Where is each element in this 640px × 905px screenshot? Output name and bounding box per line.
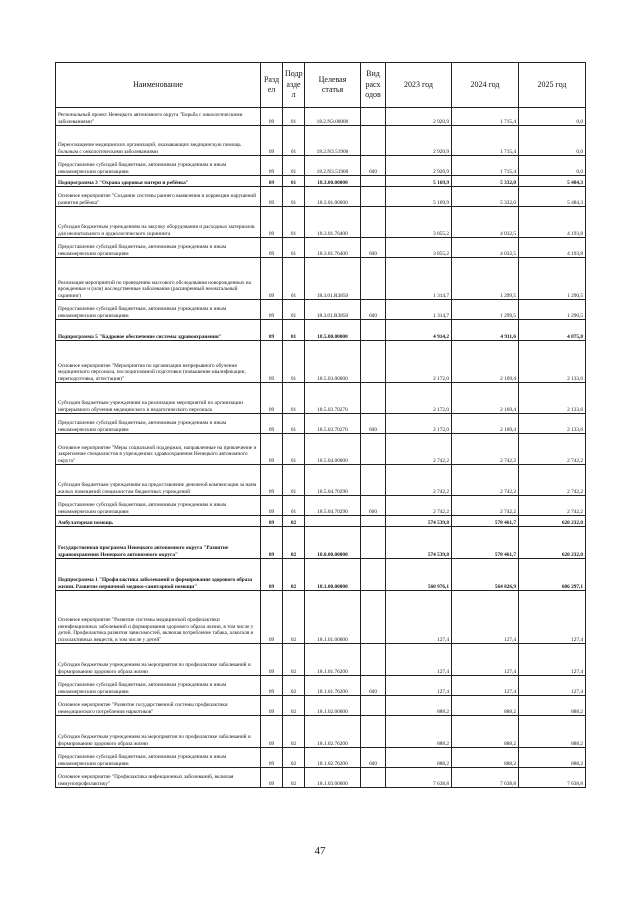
cell-podrazdel: 01: [283, 341, 305, 383]
cell-statya: 18.3.00.00000: [305, 176, 361, 187]
cell-2024: 2 742,2: [452, 465, 519, 496]
cell-statya: 18.1.03.00000: [305, 768, 361, 788]
cell-2025: 888,2: [519, 696, 586, 716]
cell-2025: 620 232,0: [519, 527, 586, 559]
cell-podrazdel: 02: [283, 768, 305, 788]
cell-razdel: 09: [261, 644, 283, 676]
cell-vid: [361, 126, 386, 156]
cell-statya: 18.3.01.00000: [305, 187, 361, 207]
table-header-row: [56, 63, 586, 108]
cell-statya: 18.2.N3.00000: [305, 108, 361, 126]
cell-name: Основное мероприятие "Профилактика инфекционных заболеваний, включая иммунопрофилактику": [56, 768, 261, 788]
cell-2024: 578 461,7: [452, 516, 519, 527]
cell-podrazdel: 01: [283, 300, 305, 320]
header-line: статья: [321, 85, 344, 94]
cell-razdel: 09: [261, 559, 283, 591]
cell-podrazdel: 01: [283, 207, 305, 238]
cell-2024: 2 742,2: [452, 496, 519, 516]
cell-2024: 127,4: [452, 644, 519, 676]
cell-2023: 888,2: [386, 748, 452, 768]
cell-vid: 600: [361, 748, 386, 768]
cell-2025: 127,4: [519, 591, 586, 644]
cell-statya: 18.5.04.00000: [305, 434, 361, 465]
header-2023: [386, 63, 452, 108]
cell-2023: 2 172,0: [386, 341, 452, 383]
cell-2025: 4 193,8: [519, 207, 586, 238]
cell-vid: [361, 716, 386, 748]
cell-razdel: 09: [261, 126, 283, 156]
cell-2025: 620 232,0: [519, 516, 586, 527]
cell-2025: 0,0: [519, 156, 586, 176]
cell-2023: 1 314,7: [386, 300, 452, 320]
cell-2023: 574 539,8: [386, 527, 452, 559]
cell-razdel: 09: [261, 156, 283, 176]
cell-name: Амбулаторная помощь: [56, 516, 261, 527]
cell-2024: 4 911,6: [452, 320, 519, 341]
table-row: [56, 238, 586, 258]
table-body: [56, 108, 586, 788]
cell-2023: 2 920,9: [386, 126, 452, 156]
cell-vid: 600: [361, 156, 386, 176]
cell-statya: 18.5.03.70270: [305, 414, 361, 434]
cell-2023: 5 169,9: [386, 187, 452, 207]
cell-podrazdel: 01: [283, 414, 305, 434]
cell-name: Субсидии бюджетным учреждениям на реализацию мероприятий по организации непрерывного обучения медицинского и педагогического персонала: [56, 383, 261, 414]
header-line: Разд: [263, 74, 280, 84]
cell-2025: 1 290,5: [519, 258, 586, 300]
cell-razdel: 09: [261, 258, 283, 300]
cell-razdel: 09: [261, 748, 283, 768]
header-line: Подр: [285, 69, 303, 79]
header-line: одов: [365, 90, 381, 100]
cell-name: Основное мероприятие "Меры социальной поддержки, направленные на привлечение и закрепление специалистов в учреждениях здравоохранения Ненецкого автономного округа": [56, 434, 261, 465]
cell-name: Подпрограмма 3 "Охрана здоровья матери и ребёнка": [56, 176, 261, 187]
cell-statya: 18.5.00.00000: [305, 320, 361, 341]
cell-name: Основное мероприятие "Развитие государственной системы профилактики немедицинского потребления наркотиков": [56, 696, 261, 716]
cell-2023: 888,2: [386, 696, 452, 716]
cell-name: Основное мероприятие "Мероприятия по организации непрерывного обучения медицинского персонала, последипломной подготовки (повышение квалификации, переподготовка, аттестация)": [56, 341, 261, 383]
header-line: азде: [286, 79, 301, 89]
cell-2023: 2 742,2: [386, 496, 452, 516]
cell-razdel: 09: [261, 516, 283, 527]
cell-podrazdel: 01: [283, 156, 305, 176]
cell-vid: 600: [361, 300, 386, 320]
table-row: [56, 187, 586, 207]
table-row: [56, 496, 586, 516]
cell-2025: 1 290,5: [519, 300, 586, 320]
cell-2024: 2 742,2: [452, 434, 519, 465]
cell-2024: 1 715,4: [452, 108, 519, 126]
cell-2023: 888,2: [386, 716, 452, 748]
cell-statya: 18.3.01.R3850: [305, 258, 361, 300]
cell-vid: [361, 591, 386, 644]
cell-podrazdel: 02: [283, 696, 305, 716]
cell-2024: 127,4: [452, 676, 519, 696]
header-line: л: [291, 90, 296, 100]
cell-2025: 5 484,3: [519, 187, 586, 207]
header-line: Наименование: [133, 79, 183, 89]
cell-statya: 18.2.N3.51900: [305, 126, 361, 156]
cell-podrazdel: 01: [283, 434, 305, 465]
table-row: [56, 341, 586, 383]
cell-name: Субсидия бюджетным учреждениям на мероприятия по профилактике заболеваний и формированию здорового образа жизни: [56, 716, 261, 748]
cell-2023: 127,4: [386, 676, 452, 696]
cell-vid: [361, 108, 386, 126]
table-row: [56, 258, 586, 300]
budget-table: [55, 62, 586, 788]
cell-2025: 606 297,1: [519, 559, 586, 591]
cell-2023: 2 920,9: [386, 108, 452, 126]
cell-razdel: 09: [261, 207, 283, 238]
table-row: [56, 527, 586, 559]
cell-vid: [361, 258, 386, 300]
cell-razdel: 09: [261, 320, 283, 341]
cell-razdel: 09: [261, 414, 283, 434]
table-row: [56, 465, 586, 496]
cell-podrazdel: 02: [283, 559, 305, 591]
cell-2025: 2 742,2: [519, 465, 586, 496]
cell-name: Основное мероприятие "Развитие системы медицинской профилактики неинфекционных заболеваний и формирования здорового образа жизни, в том числе у детей. Профилактика развития зависимостей, включая потребление табака, алкоголя и психоактивных веществ, в том числе у детей": [56, 591, 261, 644]
cell-podrazdel: 01: [283, 320, 305, 341]
cell-podrazdel: 01: [283, 187, 305, 207]
cell-podrazdel: 01: [283, 383, 305, 414]
cell-name: Государственная программа Ненецкого автономного округа "Развитие здравоохранения Ненецкого автономного округа": [56, 527, 261, 559]
cell-2025: 127,4: [519, 644, 586, 676]
cell-vid: [361, 465, 386, 496]
table-row: [56, 414, 586, 434]
table-row: [56, 676, 586, 696]
cell-name: Субсидия бюджетным учреждениям на мероприятия по профилактике заболеваний и формированию здорового образа жизни: [56, 644, 261, 676]
cell-name: Предоставление субсидий бюджетным, автономным учреждениям и иным некоммерческим организациям: [56, 238, 261, 258]
cell-vid: 600: [361, 676, 386, 696]
cell-2023: 2 172,0: [386, 414, 452, 434]
cell-statya: [305, 516, 361, 527]
cell-2024: 2 169,4: [452, 414, 519, 434]
table-row: [56, 434, 586, 465]
cell-2024: 127,4: [452, 591, 519, 644]
header-razdel: [261, 63, 283, 108]
cell-statya: 18.5.03.70270: [305, 383, 361, 414]
cell-name: Предоставление субсидий бюджетным, автономным учреждениям и иным некоммерческим организациям: [56, 156, 261, 176]
table-row: [56, 768, 586, 788]
cell-name: Предоставление субсидий бюджетным, автономным учреждениям и иным некоммерческим организациям: [56, 676, 261, 696]
cell-name: Переоснащение медицинских организаций, оказывающих медицинскую помощь больным с онкологическими заболеваниями: [56, 126, 261, 156]
cell-vid: [361, 696, 386, 716]
cell-2023: 3 855,2: [386, 207, 452, 238]
cell-2025: 127,4: [519, 676, 586, 696]
cell-razdel: 09: [261, 716, 283, 748]
cell-name: Субсидии бюджетным учреждениям на предоставление денежной компенсации за наем жилых помещений специалистам бюджетных учреждений: [56, 465, 261, 496]
header-line: 2024 год: [470, 79, 500, 89]
cell-2024: 4 032,5: [452, 238, 519, 258]
cell-2024: 888,2: [452, 748, 519, 768]
cell-statya: 18.1.01.76200: [305, 676, 361, 696]
header-line: расх: [365, 79, 381, 89]
cell-statya: 18.1.02.00000: [305, 696, 361, 716]
table-row: [56, 516, 586, 527]
cell-vid: [361, 383, 386, 414]
table-row: [56, 716, 586, 748]
cell-vid: [361, 207, 386, 238]
cell-2024: 2 169,4: [452, 341, 519, 383]
cell-name: Предоставление субсидий бюджетным, автономным учреждениям и иным некоммерческим организациям: [56, 748, 261, 768]
cell-2023: 574 539,8: [386, 516, 452, 527]
cell-statya: 18.1.02.76200: [305, 748, 361, 768]
cell-vid: [361, 341, 386, 383]
cell-2023: 5 169,9: [386, 176, 452, 187]
cell-2024: 1 715,4: [452, 156, 519, 176]
cell-podrazdel: 02: [283, 527, 305, 559]
cell-podrazdel: 02: [283, 748, 305, 768]
cell-podrazdel: 02: [283, 676, 305, 696]
cell-2023: 7 638,8: [386, 768, 452, 788]
table-row: [56, 156, 586, 176]
header-line: 2025 год: [537, 79, 567, 89]
cell-razdel: 09: [261, 591, 283, 644]
cell-name: Предоставление субсидий бюджетным, автономным учреждениям и иным некоммерческим организациям: [56, 300, 261, 320]
cell-2024: 5 332,0: [452, 187, 519, 207]
table-row: [56, 176, 586, 187]
cell-2024: 1 299,5: [452, 300, 519, 320]
table-row: [56, 559, 586, 591]
cell-2023: 560 976,1: [386, 559, 452, 591]
cell-vid: [361, 187, 386, 207]
cell-vid: [361, 644, 386, 676]
table-row: [56, 748, 586, 768]
cell-name: Региональный проект Ненецкого автономного округа "Борьба с онкологическими заболеваниями": [56, 108, 261, 126]
cell-vid: [361, 559, 386, 591]
cell-2023: 127,4: [386, 591, 452, 644]
cell-2023: 2 742,2: [386, 465, 452, 496]
cell-name: Основное мероприятие "Создание системы раннего выявления и коррекции нарушений развития ребёнка": [56, 187, 261, 207]
cell-razdel: 09: [261, 300, 283, 320]
cell-statya: 18.5.03.00000: [305, 341, 361, 383]
cell-name: Реализация мероприятий по проведению массового обследования новорожденных на врожденные и (или) наследственные заболевания (расширенный неонатальный скрининг): [56, 258, 261, 300]
cell-2023: 4 914,2: [386, 320, 452, 341]
cell-name: Подпрограмма 5 "Кадровое обеспечение системы здравоохранения": [56, 320, 261, 341]
cell-2025: 7 638,8: [519, 768, 586, 788]
header-line: 2023 год: [404, 79, 433, 89]
cell-2025: 888,2: [519, 748, 586, 768]
cell-razdel: 09: [261, 176, 283, 187]
header-line: Вид: [366, 69, 380, 79]
cell-vid: 600: [361, 414, 386, 434]
cell-2025: 2 742,2: [519, 496, 586, 516]
cell-razdel: 09: [261, 696, 283, 716]
cell-2024: 1 299,5: [452, 258, 519, 300]
cell-podrazdel: 02: [283, 716, 305, 748]
budget-table-container: [55, 62, 585, 788]
cell-vid: [361, 320, 386, 341]
cell-statya: 18.5.04.70290: [305, 496, 361, 516]
header-line: Целевая: [318, 74, 347, 84]
cell-podrazdel: 01: [283, 176, 305, 187]
cell-2023: 127,4: [386, 644, 452, 676]
cell-vid: [361, 516, 386, 527]
cell-podrazdel: 01: [283, 258, 305, 300]
header-statya: [305, 63, 361, 108]
cell-2025: 5 484,3: [519, 176, 586, 187]
cell-razdel: 09: [261, 383, 283, 414]
cell-statya: 18.3.01.R3850: [305, 300, 361, 320]
cell-statya: 18.1.01.00000: [305, 591, 361, 644]
cell-statya: 18.3.01.76400: [305, 238, 361, 258]
cell-2025: 4 875,8: [519, 320, 586, 341]
cell-statya: 18.0.00.00000: [305, 527, 361, 559]
table-row: [56, 696, 586, 716]
cell-2025: 2 133,6: [519, 341, 586, 383]
table-row: [56, 383, 586, 414]
cell-2024: 1 715,4: [452, 126, 519, 156]
cell-2024: 564 826,9: [452, 559, 519, 591]
cell-2024: 7 638,8: [452, 768, 519, 788]
cell-name: Предоставление субсидий бюджетным, автономным учреждениям и иным некоммерческим организациям: [56, 496, 261, 516]
cell-2025: 0,0: [519, 126, 586, 156]
cell-podrazdel: 01: [283, 238, 305, 258]
header-vid: [361, 63, 386, 108]
cell-vid: [361, 434, 386, 465]
cell-2024: 888,2: [452, 716, 519, 748]
table-row: [56, 126, 586, 156]
cell-razdel: 09: [261, 768, 283, 788]
cell-razdel: 09: [261, 108, 283, 126]
cell-statya: 18.1.01.76200: [305, 644, 361, 676]
cell-2024: 4 032,5: [452, 207, 519, 238]
cell-2024: 2 169,4: [452, 383, 519, 414]
cell-2023: 2 920,9: [386, 156, 452, 176]
cell-statya: 18.1.00.00000: [305, 559, 361, 591]
cell-razdel: 09: [261, 341, 283, 383]
cell-statya: 18.3.01.76400: [305, 207, 361, 238]
cell-podrazdel: 02: [283, 516, 305, 527]
cell-vid: 600: [361, 496, 386, 516]
cell-2024: 578 461,7: [452, 527, 519, 559]
cell-2023: 2 172,0: [386, 383, 452, 414]
cell-podrazdel: 01: [283, 126, 305, 156]
cell-2024: 5 332,0: [452, 176, 519, 187]
cell-podrazdel: 01: [283, 465, 305, 496]
cell-2025: 4 193,8: [519, 238, 586, 258]
cell-2025: 2 133,6: [519, 414, 586, 434]
cell-razdel: 09: [261, 238, 283, 258]
cell-statya: 18.5.04.70290: [305, 465, 361, 496]
cell-vid: [361, 527, 386, 559]
cell-razdel: 09: [261, 434, 283, 465]
table-row: [56, 644, 586, 676]
cell-vid: [361, 768, 386, 788]
table-row: [56, 207, 586, 238]
table-row: [56, 108, 586, 126]
page-number: 47: [314, 845, 326, 857]
cell-name: Субсидия бюджетным учреждениям на закупку оборудования и расходных материалов для неонатального и аудиологического скрининга: [56, 207, 261, 238]
cell-vid: 600: [361, 238, 386, 258]
cell-razdel: 09: [261, 187, 283, 207]
cell-2025: 2 742,2: [519, 434, 586, 465]
cell-name: Предоставление субсидий бюджетным, автономным учреждениям и иным некоммерческим организациям: [56, 414, 261, 434]
cell-statya: 18.1.02.76200: [305, 716, 361, 748]
header-podrazdel: [283, 63, 305, 108]
cell-2024: 888,2: [452, 696, 519, 716]
cell-2023: 1 314,7: [386, 258, 452, 300]
cell-name: Подпрограмма 1 "Профилактика заболеваний и формирование здорового образа жизни. Развитие первичной медико-санитарной помощи": [56, 559, 261, 591]
cell-statya: 18.2.N3.51900: [305, 156, 361, 176]
cell-podrazdel: 01: [283, 496, 305, 516]
cell-razdel: 09: [261, 496, 283, 516]
header-2025: [519, 63, 586, 108]
header-line: ел: [267, 85, 276, 94]
cell-razdel: 09: [261, 676, 283, 696]
cell-razdel: 09: [261, 465, 283, 496]
cell-podrazdel: 02: [283, 591, 305, 644]
table-row: [56, 320, 586, 341]
table-row: [56, 591, 586, 644]
table-row: [56, 300, 586, 320]
cell-vid: [361, 176, 386, 187]
cell-podrazdel: 02: [283, 644, 305, 676]
header-2024: [452, 63, 519, 108]
cell-2025: 0,0: [519, 108, 586, 126]
cell-2023: 2 742,2: [386, 434, 452, 465]
header-name: [56, 63, 261, 108]
cell-2025: 2 133,6: [519, 383, 586, 414]
cell-2023: 3 855,2: [386, 238, 452, 258]
cell-2025: 888,2: [519, 716, 586, 748]
cell-razdel: 09: [261, 527, 283, 559]
cell-podrazdel: 01: [283, 108, 305, 126]
